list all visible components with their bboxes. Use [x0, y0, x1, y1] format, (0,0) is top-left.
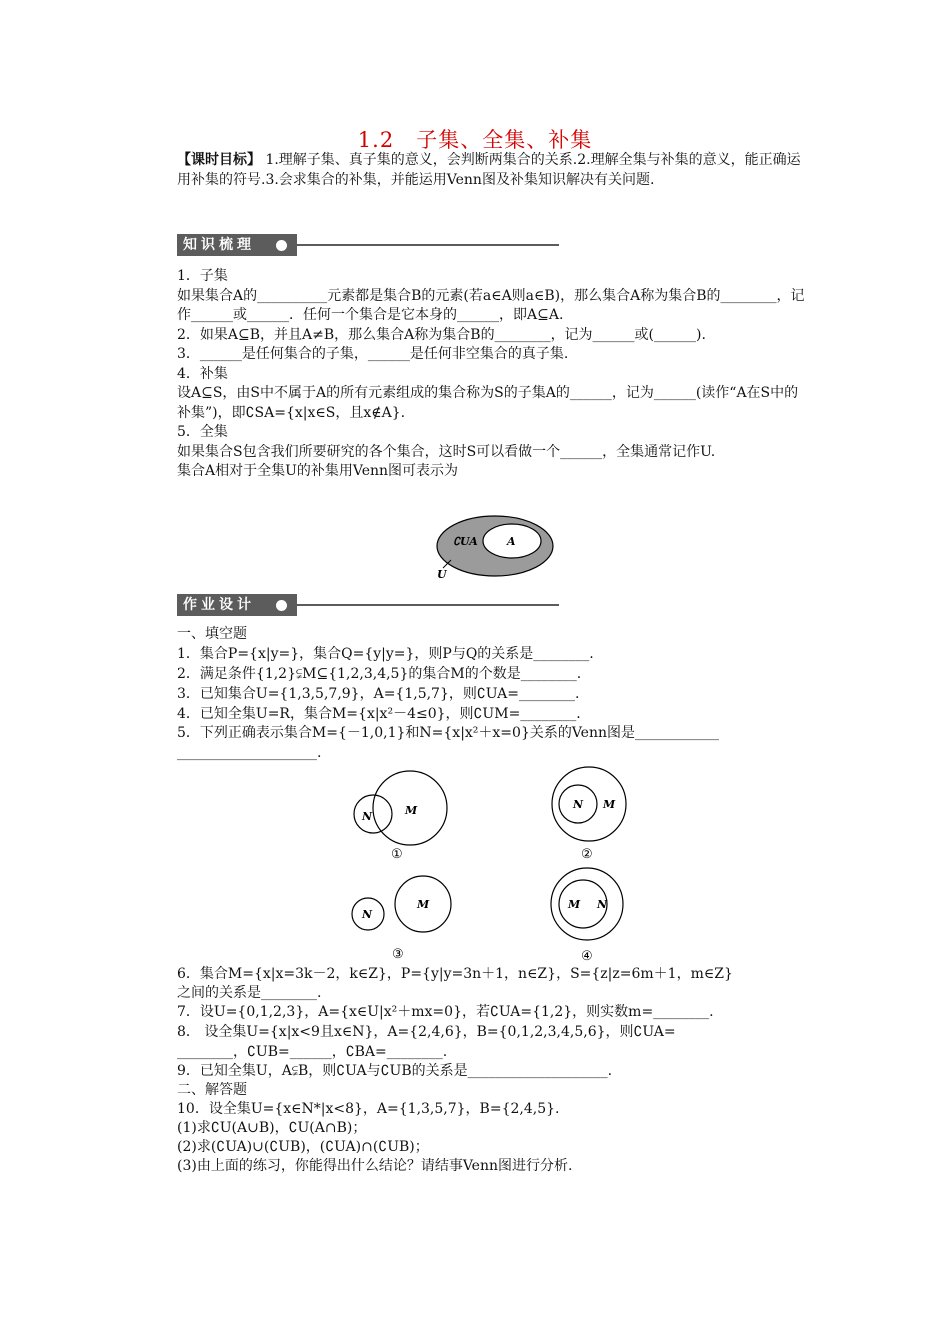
knowledge-list [177, 267, 807, 482]
option-label: ② [581, 847, 593, 862]
section-header-homework [177, 594, 559, 616]
option-label: ④ [581, 949, 593, 964]
question-1: 1．集合P={x|y=}，集合Q={y|y=}，则P与Q的关系是________. [177, 646, 594, 662]
question-3: 3．已知集合U={1,3,5,7,9}，A={1,5,7}，则∁UA=________. [177, 686, 580, 702]
question-10-part-3: (3)由上面的练习，你能得出什么结论？请结事Venn图进行分析. [177, 1158, 573, 1174]
set-n-label: N [362, 908, 373, 921]
divider [295, 244, 559, 246]
part-heading: 一、填空题 [177, 626, 247, 642]
venn-option-1 [345, 768, 455, 863]
complement-label: ∁UA [453, 535, 478, 548]
question-2: 2．满足条件{1,2}⫋M⊆{1,2,3,4,5}的集合M的个数是________. [177, 666, 582, 682]
set-n-circle [551, 868, 623, 940]
objectives-label: 【课时目标】 [177, 152, 261, 168]
option-label: ① [391, 847, 403, 862]
venn-option-2 [545, 764, 635, 864]
knowledge-item: 2．如果A⊆B，并且A≠B，那么集合A称为集合B的________，记为______或(______). [177, 326, 706, 343]
bullet-dot-icon [276, 240, 287, 251]
set-m-label: M [405, 804, 418, 817]
question-10-part-1: (1)求∁U(A∪B)，∁U(A∩B)； [177, 1120, 367, 1136]
page-title: 1.2 子集、全集、补集 [357, 128, 593, 152]
section-header-knowledge [177, 234, 559, 256]
set-a-label: A [507, 535, 516, 548]
knowledge-item: 5．全集 [177, 424, 228, 440]
question-10-part-2: (2)求(∁UA)∪(∁UB)，(∁UA)∩(∁UB)； [177, 1139, 429, 1155]
knowledge-item: 集合A相对于全集U的补集用Venn图可表示为 [177, 463, 459, 479]
question-6: 6．集合M={x|x=3k－2，k∈Z}，P={y|y=3n＋1，n∈Z}，S={z|z=6m＋1，m∈Z} [177, 966, 733, 982]
venn-option-3 [345, 868, 455, 963]
question-7: 7．设U={0,1,2,3}，A={x∈U|x²＋mx=0}，若∁UA={1,2}，则实数m=________. [177, 1004, 714, 1020]
bullet-dot-icon [276, 600, 287, 611]
set-m-label: M [603, 798, 616, 811]
knowledge-item: 4．补集 [177, 365, 228, 382]
set-m-label: M [417, 898, 430, 911]
question-8-continued: ________，∁UB=______，∁BA=________. [177, 1044, 448, 1060]
knowledge-item: 如果集合A的__________元素都是集合B的元素(若a∈A则a∈B)，那么集合A称为集合B的________，记作______或______．任何一个集合是它本身的______，即A⊆A. [177, 287, 805, 323]
knowledge-item: 设A⊆S，由S中不属于A的所有元素组成的集合称为S的子集A的______，记为______(读作“A在S中的补集”)，即∁SA={x|x∈S，且x∉A}. [177, 385, 799, 421]
question-10: 10．设全集U={x∈N*|x<8}，A={1,3,5,7}，B={2,4,5}. [177, 1101, 560, 1117]
venn-option-4 [543, 866, 633, 966]
question-5: 5．下列正确表示集合M={－1,0,1}和N={x|x²＋x=0}关系的Venn图是____________ [177, 725, 719, 741]
question-6-continued: 之间的关系是________. [177, 985, 322, 1001]
section-label: 知识梳理 [177, 234, 297, 256]
part-heading: 二、解答题 [177, 1082, 247, 1098]
objectives-text: 1.理解子集、真子集的意义，会判断两集合的关系.2.理解全集与补集的意义，能正确运用补集的符号.3.会求集合的补集，并能运用Venn图及补集知识解决有关问题. [177, 152, 801, 188]
universe-label: U [437, 568, 447, 581]
option-label: ③ [392, 947, 404, 962]
complement-venn-diagram [425, 510, 560, 582]
knowledge-item: 1．子集 [177, 268, 228, 284]
question-9: 9．已知全集U，A⫋B，则∁UA与∁UB的关系是____________________. [177, 1063, 613, 1079]
set-n-label: N [362, 810, 373, 823]
section-label: 作业设计 [177, 594, 297, 616]
divider [295, 604, 559, 606]
set-n-label: N [573, 798, 584, 811]
set-m-label: M [568, 898, 581, 911]
question-8: 8． 设全集U={x|x<9且x∈N}，A={2,4,6}，B={0,1,2,3,4,5,6}，则∁UA= [177, 1024, 676, 1040]
objectives [177, 151, 807, 190]
question-4: 4．已知全集U=R，集合M={x|x²－4≤0}，则∁UM=________. [177, 706, 581, 722]
set-n-label: N [597, 898, 608, 911]
question-5-continued: ____________________. [177, 745, 322, 761]
knowledge-item: 3．______是任何集合的子集，______是任何非空集合的真子集. [177, 346, 569, 362]
knowledge-item: 如果集合S包含我们所要研究的各个集合，这时S可以看做一个______，全集通常记作U. [177, 443, 716, 460]
